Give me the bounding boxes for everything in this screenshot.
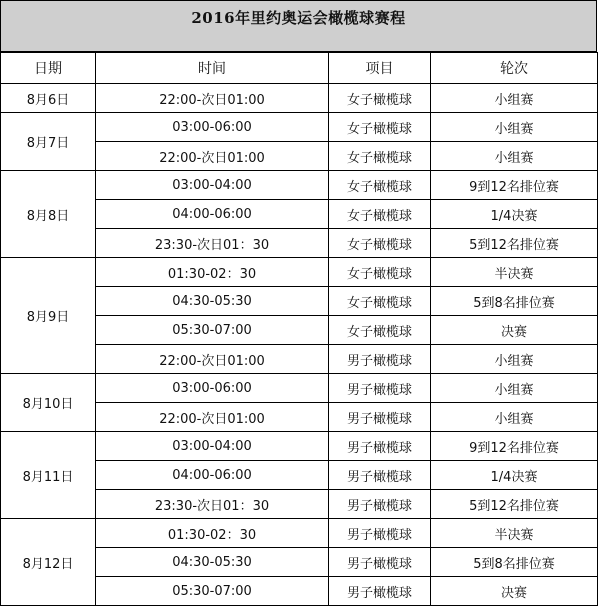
round-cell: 小组赛 <box>431 84 598 113</box>
time-cell: 01:30-02：30 <box>96 258 329 287</box>
time-cell: 03:00-06:00 <box>96 113 329 142</box>
header-round: 轮次 <box>431 53 598 84</box>
event-cell: 男子橄榄球 <box>329 374 431 403</box>
round-cell: 小组赛 <box>431 403 598 432</box>
event-cell: 女子橄榄球 <box>329 84 431 113</box>
event-cell: 男子橄榄球 <box>329 490 431 519</box>
time-cell: 05:30-07:00 <box>96 316 329 345</box>
round-cell: 9到12名排位赛 <box>431 171 598 200</box>
round-cell: 决赛 <box>431 316 598 345</box>
date-cell: 8月7日 <box>1 113 96 171</box>
time-cell: 22:00-次日01:00 <box>96 142 329 171</box>
event-cell: 男子橄榄球 <box>329 519 431 548</box>
time-cell: 04:30-05:30 <box>96 287 329 316</box>
round-cell: 决赛 <box>431 577 598 606</box>
event-cell: 男子橄榄球 <box>329 345 431 374</box>
time-cell: 23:30-次日01：30 <box>96 490 329 519</box>
page-title: 2016年里约奥运会橄榄球赛程 <box>191 9 406 27</box>
round-cell: 小组赛 <box>431 113 598 142</box>
schedule-table <box>0 52 598 606</box>
round-cell: 5到8名排位赛 <box>431 287 598 316</box>
time-cell: 22:00-次日01:00 <box>96 345 329 374</box>
time-cell: 04:00-06:00 <box>96 461 329 490</box>
time-cell: 23:30-次日01：30 <box>96 229 329 258</box>
time-cell: 03:00-04:00 <box>96 432 329 461</box>
event-cell: 男子橄榄球 <box>329 403 431 432</box>
round-cell: 5到8名排位赛 <box>431 548 598 577</box>
date-cell: 8月10日 <box>1 374 96 432</box>
time-cell: 22:00-次日01:00 <box>96 84 329 113</box>
table-row <box>1 171 598 200</box>
time-cell: 01:30-02：30 <box>96 519 329 548</box>
table-row <box>1 84 598 113</box>
round-cell: 半决赛 <box>431 519 598 548</box>
schedule-body <box>1 84 598 606</box>
header-date: 日期 <box>1 53 96 84</box>
round-cell: 5到12名排位赛 <box>431 490 598 519</box>
round-cell: 1/4决赛 <box>431 200 598 229</box>
date-cell: 8月9日 <box>1 258 96 374</box>
date-cell: 8月8日 <box>1 171 96 258</box>
event-cell: 男子橄榄球 <box>329 577 431 606</box>
event-cell: 男子橄榄球 <box>329 432 431 461</box>
table-row <box>1 432 598 461</box>
table-row <box>1 113 598 142</box>
header-time: 时间 <box>96 53 329 84</box>
round-cell: 1/4决赛 <box>431 461 598 490</box>
table-row <box>1 258 598 287</box>
event-cell: 女子橄榄球 <box>329 142 431 171</box>
title-bar <box>0 0 597 52</box>
event-cell: 女子橄榄球 <box>329 229 431 258</box>
header-event: 项目 <box>329 53 431 84</box>
date-cell: 8月6日 <box>1 84 96 113</box>
table-row <box>1 374 598 403</box>
event-cell: 男子橄榄球 <box>329 548 431 577</box>
header-row <box>1 53 598 84</box>
round-cell: 小组赛 <box>431 374 598 403</box>
time-cell: 04:30-05:30 <box>96 548 329 577</box>
time-cell: 03:00-04:00 <box>96 171 329 200</box>
time-cell: 05:30-07:00 <box>96 577 329 606</box>
round-cell: 9到12名排位赛 <box>431 432 598 461</box>
event-cell: 女子橄榄球 <box>329 200 431 229</box>
event-cell: 女子橄榄球 <box>329 171 431 200</box>
time-cell: 04:00-06:00 <box>96 200 329 229</box>
event-cell: 女子橄榄球 <box>329 258 431 287</box>
round-cell: 半决赛 <box>431 258 598 287</box>
event-cell: 女子橄榄球 <box>329 113 431 142</box>
time-cell: 22:00-次日01:00 <box>96 403 329 432</box>
table-row <box>1 519 598 548</box>
date-cell: 8月11日 <box>1 432 96 519</box>
round-cell: 5到12名排位赛 <box>431 229 598 258</box>
event-cell: 男子橄榄球 <box>329 461 431 490</box>
round-cell: 小组赛 <box>431 345 598 374</box>
event-cell: 女子橄榄球 <box>329 316 431 345</box>
round-cell: 小组赛 <box>431 142 598 171</box>
date-cell: 8月12日 <box>1 519 96 606</box>
event-cell: 女子橄榄球 <box>329 287 431 316</box>
time-cell: 03:00-06:00 <box>96 374 329 403</box>
